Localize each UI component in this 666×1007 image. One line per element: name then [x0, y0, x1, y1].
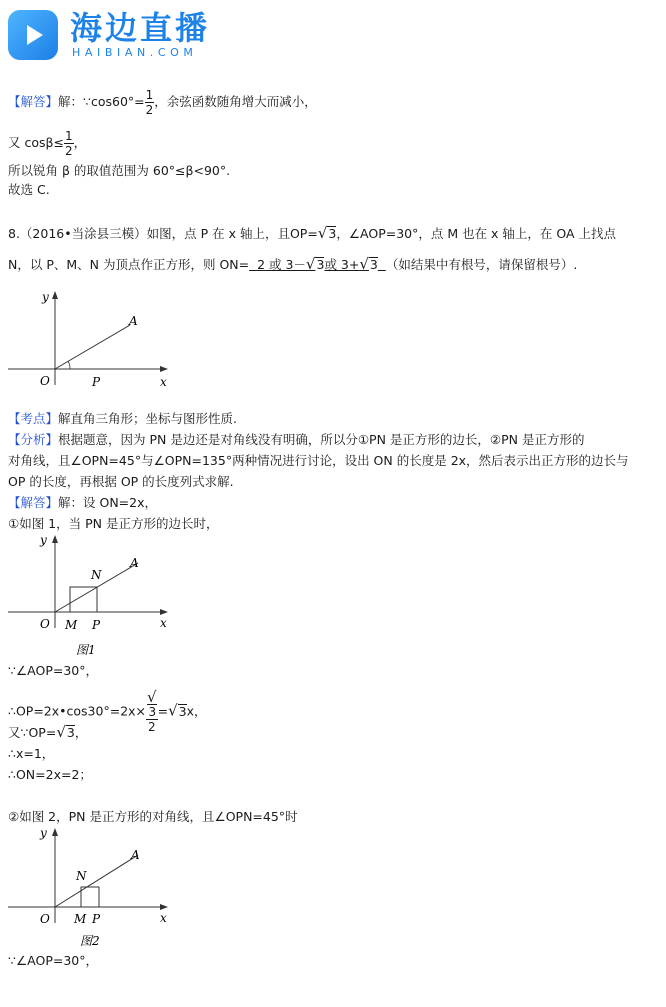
q8-line-1: 8.（2016•当涂县三模）如图，点 P 在 x 轴上，且OP=√3，∠AOP=30°，点 M 也在 x 轴上，在 OA 上找点	[8, 224, 617, 242]
q7-line-2: 又 cosβ≤ $\frac{1}{2}$ ，	[8, 129, 87, 158]
svg-text:y: y	[40, 826, 47, 840]
answer-tag: 【解答】	[8, 94, 59, 109]
fenxi-line-2: 对角线，且∠OPN=45°与∠OPN=135°两种情况进行讨论，设出 ON 的长度是 2x，然后表示出正方形的边长与	[8, 453, 629, 468]
answer-blank: 2 或 3－√3或 3+√3	[257, 255, 378, 273]
svg-text:x: x	[160, 911, 167, 925]
calc1-line-4: ∴x=1，	[8, 746, 55, 761]
svg-text:N: N	[76, 869, 87, 883]
svg-text:x: x	[160, 616, 167, 630]
svg-text:M: M	[74, 912, 87, 926]
origin-label: O	[40, 374, 50, 388]
fraction: √ 3 2	[147, 688, 157, 734]
figure-2-caption: 图2	[80, 934, 100, 948]
svg-text:N: N	[91, 568, 102, 582]
logo-subtitle: HAIBIAN.COM	[72, 46, 198, 59]
figure-main	[0, 285, 180, 395]
point-a-label: A	[129, 314, 138, 328]
case2-line: ②如图 2，PN 是正方形的对角线，且∠OPN=45°时	[8, 809, 298, 824]
q7-line-1: 【解答】解：∵cos60°= $\frac{1}{2}$ ，余弦函数随角增大而减小，	[8, 88, 317, 117]
svg-text:A: A	[131, 848, 140, 862]
calc1-line-3: 又∵OP=√3，	[8, 723, 88, 741]
figure-2	[0, 823, 180, 951]
svg-text:P: P	[92, 912, 101, 926]
logo-icon	[8, 10, 58, 60]
fenxi-line-1: 【分析】根据题意，因为 PN 是边还是对角线没有明确，所以分①PN 是正方形的边长，②PN 是正方形的	[8, 432, 585, 447]
jieda-line: 【解答】解：设 ON=2x，	[8, 495, 158, 510]
svg-text:O: O	[40, 912, 50, 926]
logo-title: 海边直播	[70, 9, 211, 47]
case1-line: ①如图 1，当 PN 是正方形的边长时，	[8, 516, 219, 531]
fenxi-line-3: OP 的长度，再根据 OP 的长度列式求解.	[8, 474, 234, 489]
figure-1-caption: 图1	[76, 643, 96, 657]
svg-text:A: A	[130, 556, 139, 570]
fraction: $\frac{1}{2}$	[64, 129, 73, 158]
svg-text:M: M	[65, 618, 78, 632]
axis-x-label: x	[160, 375, 167, 389]
svg-text:y: y	[40, 533, 47, 547]
kaodian-line: 【考点】解直角三角形；坐标与图形性质.	[8, 411, 237, 426]
q8-line-2: N，以 P、M、N 为顶点作正方形，则 ON= 2 或 3－√3或 3+√3 （如结果中有根号，请保留根号）.	[8, 255, 578, 273]
fraction: $\frac{1}{2}$	[145, 88, 154, 117]
figure-1	[0, 530, 180, 658]
calc1-line-5: ∴ON=2x=2；	[8, 767, 92, 782]
calc1-line-2: ∴OP=2x•cos30°=2x× √ 3 2 =√3x，	[8, 688, 207, 734]
q7-line-3: 所以锐角 β 的取值范围为 60°≤β<90°.	[8, 163, 231, 178]
calc2-line-1: ∵∠AOP=30°，	[8, 953, 98, 968]
svg-text:P: P	[92, 618, 101, 632]
q7-line-4: 故选 C.	[8, 182, 50, 197]
axis-y-label: y	[42, 290, 49, 304]
calc1-line-1: ∵∠AOP=30°，	[8, 663, 98, 678]
point-p-label: P	[92, 375, 101, 389]
svg-text:O: O	[40, 617, 50, 631]
